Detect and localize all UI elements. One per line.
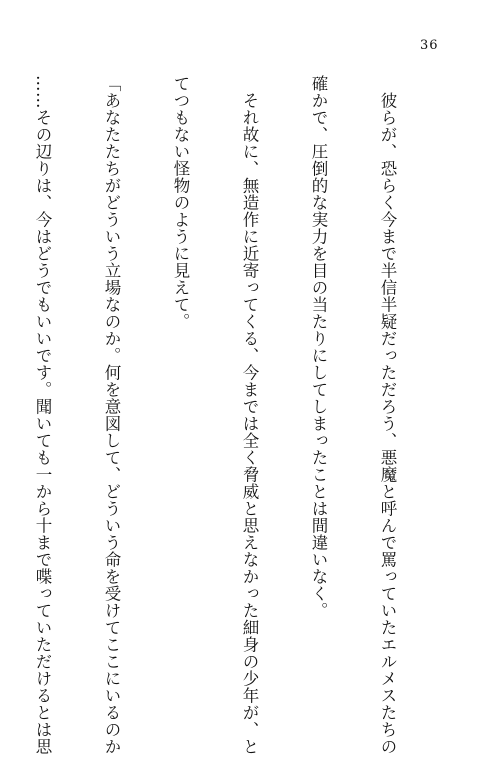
text-line: 彼らが、恐らく今まで半信半疑だっただろう、悪魔と呼んで罵っていたエルメスたちの	[378, 75, 397, 755]
text-line: ……その辺りは、今はどうでもいいです。聞いても一から十まで喋っていただけるとは思	[33, 75, 52, 755]
text-line: 「あなたたちがどういう立場なのか。何を意図して、どういう命を受けてここにいるのか	[102, 75, 121, 755]
text-line: それ故に、無造作に近寄ってくる、今までは全く脅威と思えなかった細身の少年が、と	[240, 75, 259, 755]
vertical-text-body	[33, 75, 445, 755]
page-number: 36	[420, 38, 439, 53]
text-line: てつもない怪物のように見えて。	[171, 75, 190, 330]
text-line: 確かで、圧倒的な実力を目の当たりにしてしまったことは間違いなく。	[309, 75, 328, 619]
